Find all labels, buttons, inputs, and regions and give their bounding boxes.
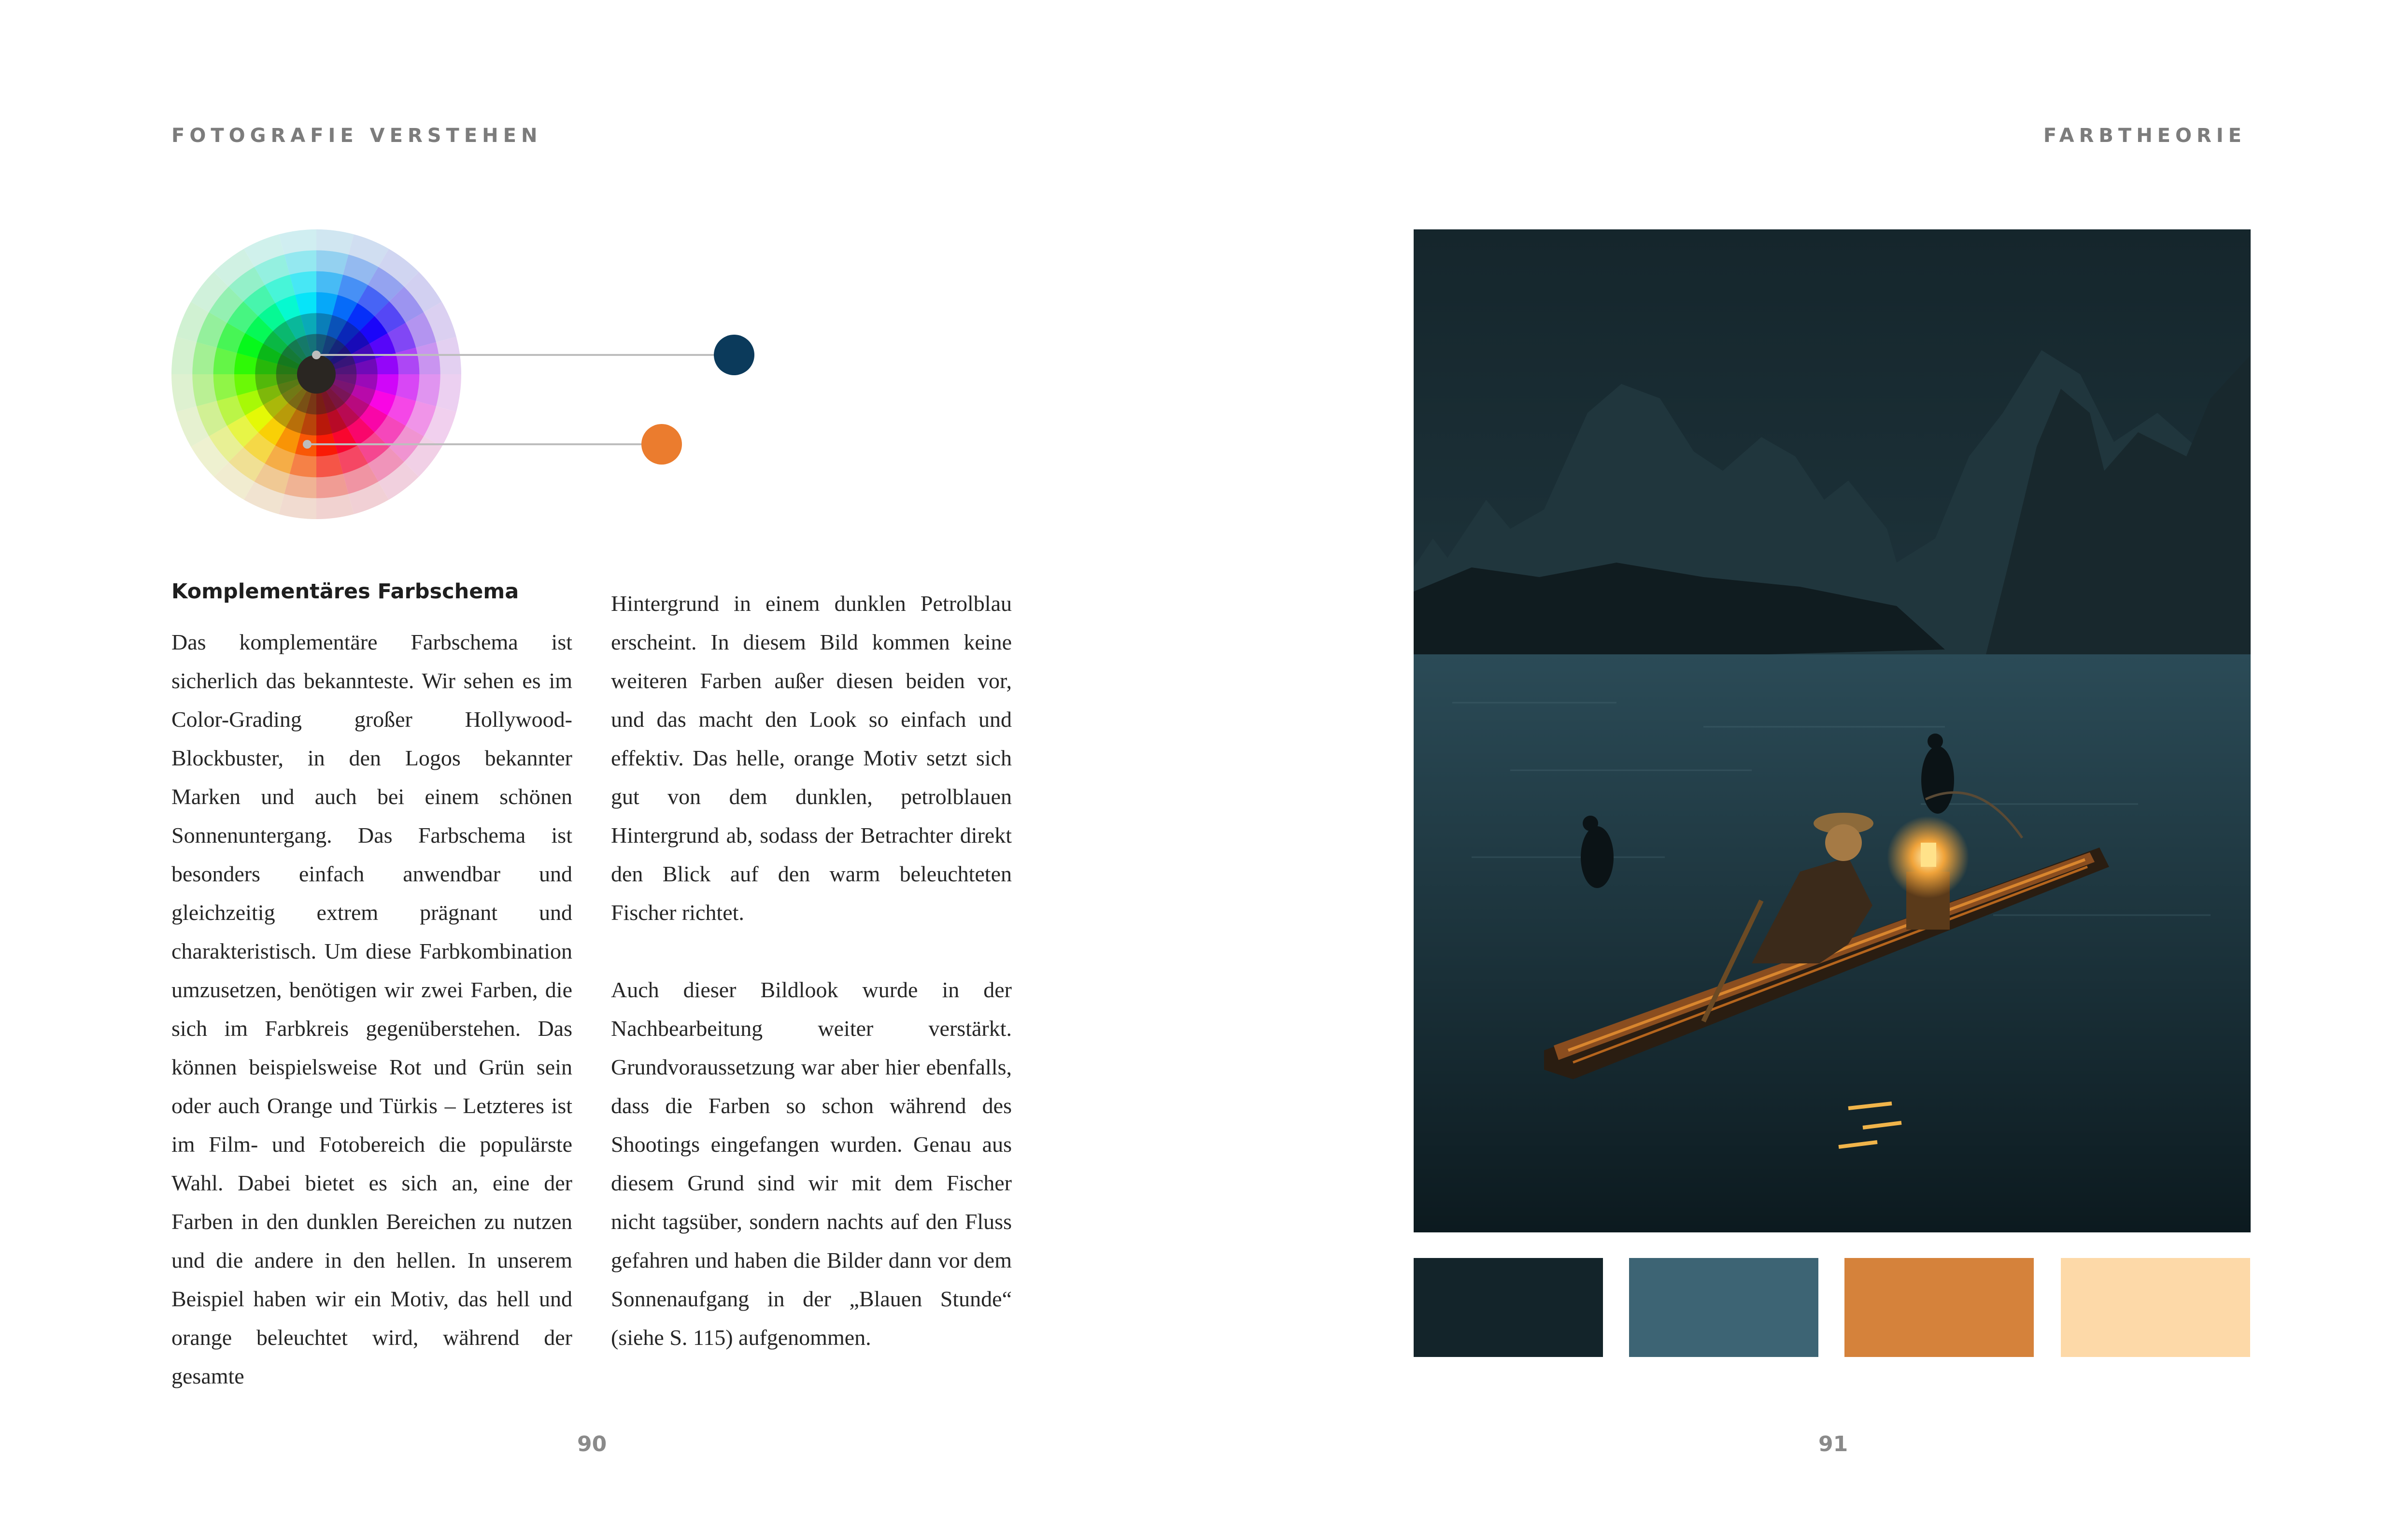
section-heading: Komplementäres Farbschema (171, 579, 519, 604)
palette-swatch-orange (1844, 1258, 2034, 1357)
page-number-left: 90 (577, 1432, 607, 1456)
fisherman-photo (1414, 229, 2251, 1232)
running-head-left: FOTOGRAFIE VERSTEHEN (171, 125, 542, 147)
wheel-center (297, 355, 336, 394)
palette-swatch-light-peach (2061, 1258, 2250, 1357)
paragraph: Das komplementäre Farbschema ist sicherlich das bekannteste. Wir sehen es im Color-Grading großer Hollywood-Blockbuster, in den Logos bekannter Marken und auch bei einem schönen Sonnenuntergang. Das Farbschema ist besonders einfach anwendbar und gleichzeitig extrem prägnant und charakteristisch. Um diese Farbkombination umzusetzen, benötigen wir zwei Farben, die sich im Farbkreis gegenüberstehen. Das können beispielsweise Rot und Grün sein oder auch Orange und Türkis – Letzteres ist im Film- und Fotobereich die populärste Wahl. Dabei bietet es sich an, eine der Farben in den dunklen Bereichen zu nutzen und die andere in den hellen. In unserem Beispiel haben wir ein Motiv, das hell und orange beleuchtet wird, während der gesamte (171, 630, 572, 1388)
text-column-left (171, 623, 572, 1396)
running-head-right: FARBTHEORIE (2043, 125, 2246, 147)
paragraph: Auch dieser Bildlook wurde in der Nachbearbeitung weiter verstärkt. Grundvoraussetzung war aber hier ebenfalls, dass die Farben so schon während des Shootings eingefangen wurden. Genau aus diesem Grund sind wir mit dem Fischer nicht tagsüber, sondern nachts auf den Fluss gefahren und haben die Bilder dann vor dem Sonnenaufgang in der „Blauen Stunde“ (siehe S. 115) aufgenommen. (611, 977, 1012, 1350)
text-column-right (611, 584, 1012, 1357)
palette-swatch-dark-teal (1414, 1258, 1603, 1357)
page-number-right: 91 (1818, 1432, 1848, 1456)
paragraph: Hintergrund in einem dunklen Petrolblau erscheint. In diesem Bild kommen keine weiteren Farben außer diesen beiden vor, und das macht den Look so einfach und effektiv. Das helle, orange Motiv setzt sich gut von dem dunklen, petrolblauen Hintergrund ab, sodass der Betrachter direkt den Blick auf den warm beleuchteten Fischer richtet. (611, 591, 1012, 925)
petrol-blue-dot (714, 335, 754, 375)
color-wheel (171, 229, 461, 519)
orange-dot (641, 424, 682, 465)
palette-swatch-petrol (1629, 1258, 1818, 1357)
